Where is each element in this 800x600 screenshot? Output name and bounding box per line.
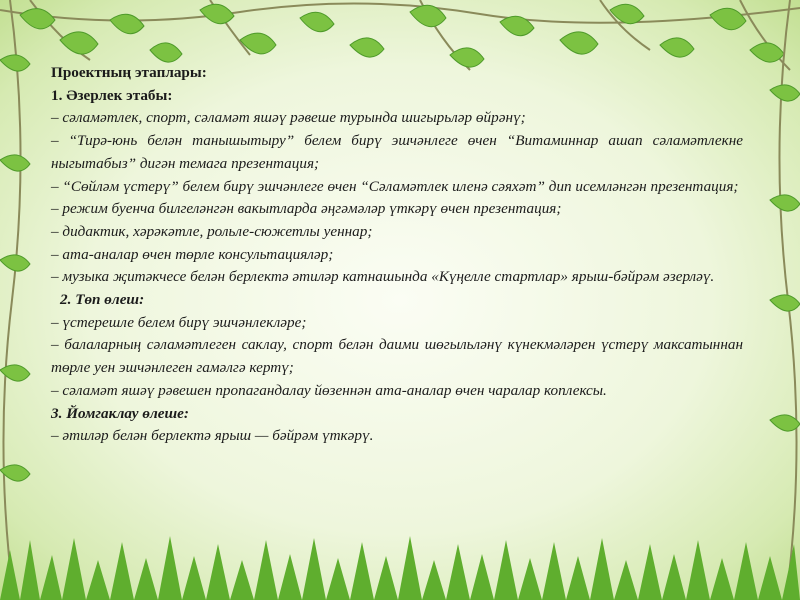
left-vine-decoration xyxy=(0,0,40,600)
stage2-heading: 2. Төп өлеш: xyxy=(60,291,145,309)
stage1-item: – “Тирә-юнь белән танышытыру” белем бирү эшчәнлеге өчен “Витаминнар ашап сәламәтлекне ныгытабыз” дигән темага презентация; xyxy=(51,132,743,172)
stage1-item: – музыка җитәкчесе белән берлектә әтиләр катнашында «Күңелле стартлар» ярыш-бәйрәм әзерләү. xyxy=(51,268,715,286)
stage1-item: – “Сөйләм үстерү” белем бирү эшчәнлеге өчен “Сәламәтлек иленә сәяхәт” дип исемләнгән презентация; xyxy=(51,177,739,195)
stage3-heading: 3. Йомгаклау өлеше: xyxy=(51,404,189,422)
right-vine-decoration xyxy=(760,0,800,600)
stage1-item: – ата-аналар өчен төрле консультацияләр; xyxy=(51,245,334,263)
stage2-item: – сәламәт яшәү рәвешен пропагандалау йөзеннән ата-аналар өчен чаралар коплексы. xyxy=(51,381,607,399)
stage1-item: – режим буенча билгеләнгән вакытларда әңгәмәләр үткәрү өчен презентация; xyxy=(51,200,562,218)
stage3-item: – әтиләр белән берлектә ярыш — бәйрәм үткәрү. xyxy=(51,427,374,445)
stage2-item: – балаларның сәламәтлеген саклау, спорт белән даими шөгыльләнү күнекмәләрен үстерү максатыннан төрле уен эшчәнлеген гамәлгә кертү; xyxy=(51,336,743,377)
stage1-item: – дидактик, хәрәкәтле, рольле-сюжетлы уеннар; xyxy=(51,222,373,240)
stage1-item: – сәламәтлек, спорт, сәламәт яшәү рәвеше турында шигырьләр өйрәнү; xyxy=(51,109,526,127)
grass-decoration xyxy=(0,530,800,600)
stage2-item: – үстерешле белем бирү эшчәнлекләре; xyxy=(51,313,307,331)
slide-title: Проектның этаплары: xyxy=(51,64,207,81)
slide-text xyxy=(51,62,743,448)
stage1-heading: 1. Әзерлек этабы: xyxy=(51,86,173,104)
